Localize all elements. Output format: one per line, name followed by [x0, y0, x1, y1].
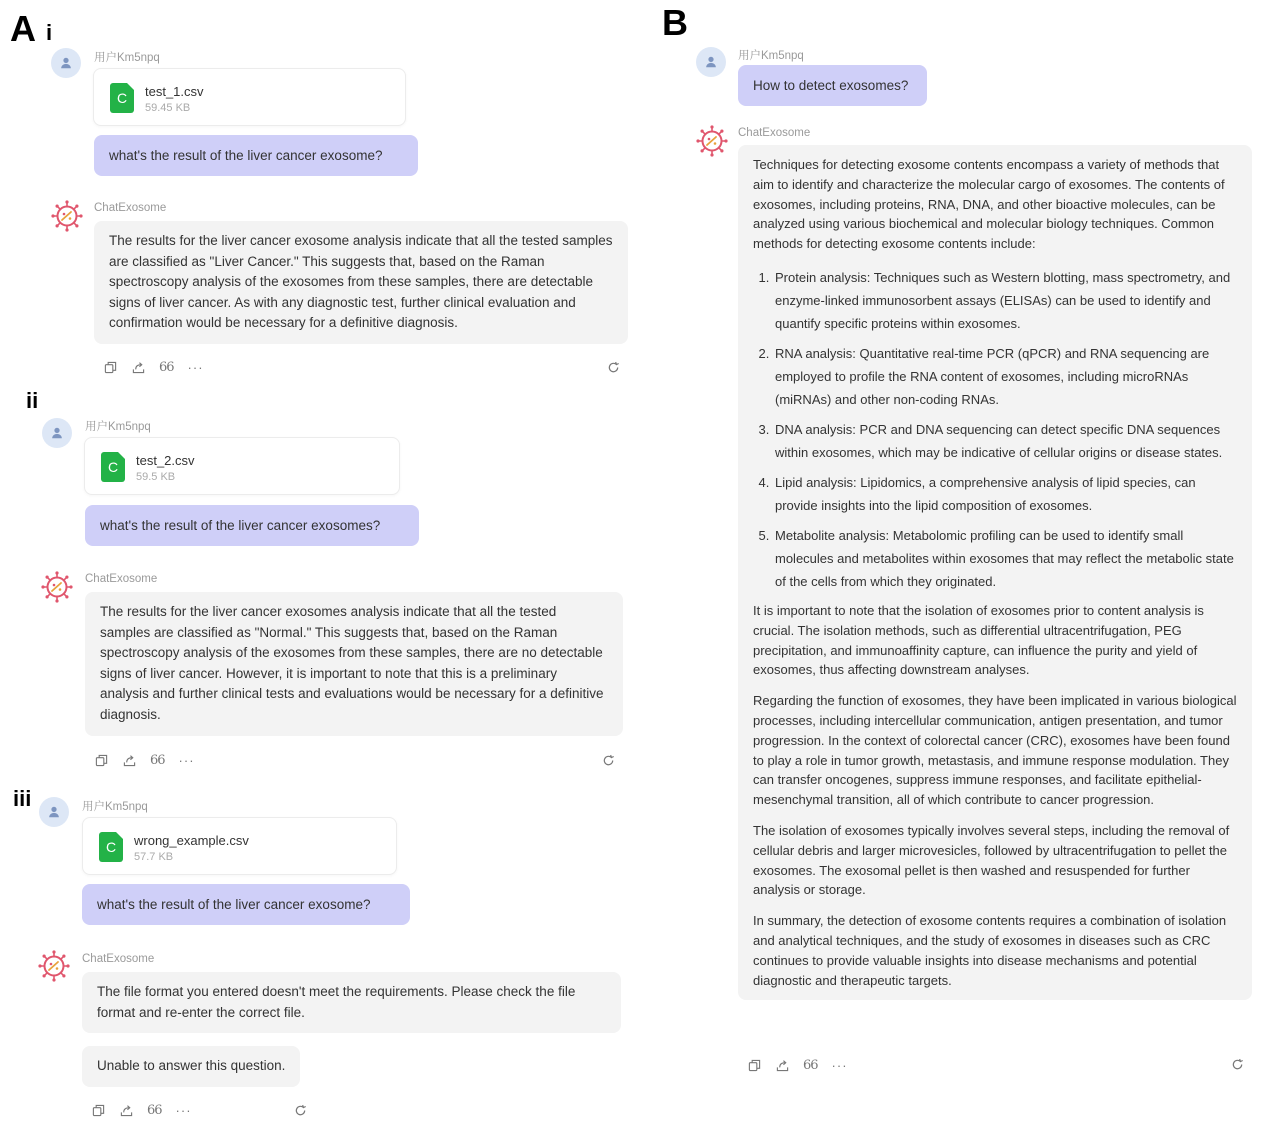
user-icon	[47, 805, 61, 819]
user-avatar	[42, 418, 72, 448]
share-icon[interactable]	[131, 360, 145, 374]
message-toolbar	[94, 751, 195, 769]
file-size: 59.5 KB	[136, 471, 176, 483]
bot-message	[82, 972, 621, 1033]
file-name: test_1.csv	[145, 84, 204, 99]
user-message: How to detect exosomes?	[738, 65, 927, 106]
copy-icon[interactable]	[747, 1058, 761, 1072]
bot-name: ChatExosome	[85, 573, 158, 585]
csv-file-icon: C	[101, 452, 125, 482]
user-name: 用户Km5npq	[82, 801, 148, 813]
bot-paragraph: Regarding the function of exosomes, they have been implicated in various biological processes, including intercellular communication, antigen presentation, and tumor progression. In the context of colorectal cancer (CRC), exosomes have been found to play a role in tumor growth, metastasis, and immune response modulation. They can transfer oncogenes, suppress immune responses, and facilitate epithelial-mesenchymal transition, all of which contribute to cancer progression.	[753, 693, 1237, 808]
refresh-icon[interactable]	[607, 361, 621, 375]
copy-icon[interactable]	[103, 360, 117, 374]
bot-message	[738, 145, 1252, 1000]
sub-label-iii: iii	[13, 786, 32, 811]
user-icon	[59, 56, 73, 70]
bot-message-text: The results for the liver cancer exosomes analysis indicate that all the tested samples are classified as "Normal." This suggests that, based on the Raman spectroscopy analysis of the exosomes from these samples, there are no detectable signs of liver cancer. However, it is important to note that this is a preliminary analysis and further clinical tests and evaluations would be necessary for a definitive diagnosis.	[100, 604, 604, 722]
message-toolbar	[91, 1101, 192, 1119]
quote-icon[interactable]: 66	[150, 752, 165, 768]
virus-logo-icon	[696, 125, 728, 157]
quote-icon[interactable]: 66	[803, 1057, 818, 1073]
user-message: what's the result of the liver cancer exosomes?	[85, 505, 419, 546]
refresh-icon[interactable]	[1231, 1058, 1245, 1072]
bot-message	[94, 221, 628, 344]
sub-label-i: i	[46, 20, 53, 45]
bot-intro: Techniques for detecting exosome contents encompass a variety of methods that aim to identify and characterize the molecular cargo of exosomes. The contents of exosomes, including proteins, RNA, DNA, and other bioactive molecules, can be analyzed using various biochemical and molecular biology techniques. Common methods for detecting exosome contents include:	[753, 157, 1225, 252]
more-icon[interactable]: ···	[831, 1057, 848, 1073]
bot-name: ChatExosome	[94, 202, 167, 214]
file-attachment[interactable]	[84, 437, 400, 495]
panel-label-a: A	[10, 8, 36, 49]
virus-logo-icon	[51, 200, 83, 232]
refresh-icon[interactable]	[294, 1104, 308, 1118]
bot-message	[82, 1046, 300, 1087]
more-icon[interactable]: ···	[178, 752, 195, 768]
user-avatar	[51, 48, 81, 78]
message-toolbar	[103, 358, 204, 376]
user-icon	[50, 426, 64, 440]
message-toolbar	[747, 1056, 848, 1074]
csv-file-icon: C	[99, 832, 123, 862]
share-icon[interactable]	[775, 1058, 789, 1072]
list-item: 2. RNA analysis: Quantitative real-time PCR (qPCR) and RNA sequencing are employed to profile the RNA content of exosomes, including microRNAs (miRNAs) and other non-coding RNAs.	[773, 342, 1238, 411]
user-name: 用户Km5npq	[738, 50, 804, 62]
list-item: 5. Metabolite analysis: Metabolomic profiling can be used to identify small molecules and metabolites within exosomes that may reflect the metabolic state of the cells from which they originated.	[773, 524, 1238, 593]
copy-icon[interactable]	[94, 753, 108, 767]
csv-file-icon: C	[110, 83, 134, 113]
methods-list	[773, 266, 1238, 593]
bot-message-text: Unable to answer this question.	[97, 1058, 286, 1073]
file-size: 57.7 KB	[134, 851, 174, 863]
virus-logo-icon	[41, 571, 73, 603]
user-avatar	[696, 47, 726, 77]
bot-message-text: The results for the liver cancer exosome analysis indicate that all the tested samples are classified as "Liver Cancer." This suggests that, based on the Raman spectroscopy analysis of the exosomes from these samples, there are detectable signs of liver cancer. As with any diagnostic test, further clinical evaluation and confirmation would be necessary for a definitive diagnosis.	[109, 233, 613, 331]
file-name: test_2.csv	[136, 453, 195, 468]
file-attachment[interactable]	[82, 817, 397, 875]
share-icon[interactable]	[122, 753, 136, 767]
bot-message-text: The file format you entered doesn't meet the requirements. Please check the file format and re-enter the correct file.	[97, 984, 576, 1020]
file-size: 59.45 KB	[145, 102, 191, 114]
quote-icon[interactable]: 66	[147, 1102, 162, 1118]
panel-label-b: B	[662, 2, 688, 43]
user-message: what's the result of the liver cancer exosome?	[94, 135, 418, 176]
user-name: 用户Km5npq	[85, 421, 151, 433]
virus-logo-icon	[38, 950, 70, 982]
bot-message	[85, 592, 623, 736]
bot-paragraph: In summary, the detection of exosome contents requires a combination of isolation and analytical techniques, and the study of exosomes in diseases such as CRC continues to provide valuable insights into disease mechanisms and potential diagnostic and therapeutic targets.	[753, 913, 1227, 988]
list-item: 1. Protein analysis: Techniques such as Western blotting, mass spectrometry, and enzyme-linked immunosorbent assays (ELISAs) can be used to identify and quantify specific proteins within exosomes.	[773, 266, 1238, 335]
bot-name: ChatExosome	[738, 127, 811, 139]
list-item: 3. DNA analysis: PCR and DNA sequencing can detect specific DNA sequences within exosomes, which may be indicative of cellular origins or disease states.	[773, 418, 1238, 464]
list-item: 4. Lipid analysis: Lipidomics, a comprehensive analysis of lipid species, can provide insights into the lipid composition of exosomes.	[773, 471, 1238, 517]
file-name: wrong_example.csv	[134, 833, 249, 848]
more-icon[interactable]: ···	[187, 359, 204, 375]
more-icon[interactable]: ···	[175, 1102, 192, 1118]
bot-name: ChatExosome	[82, 953, 155, 965]
refresh-icon[interactable]	[602, 754, 616, 768]
copy-icon[interactable]	[91, 1103, 105, 1117]
user-avatar	[39, 797, 69, 827]
quote-icon[interactable]: 66	[159, 359, 174, 375]
user-name: 用户Km5npq	[94, 52, 160, 64]
bot-paragraph: It is important to note that the isolation of exosomes prior to content analysis is crucial. The isolation methods, such as differential ultracentrifugation, PEG precipitation, and immunoaffinity capture, can influence the purity and yield of exosomes, thus affecting downstream analyses.	[753, 602, 1204, 678]
bot-paragraph: The isolation of exosomes typically involves several steps, including the removal of cellular debris and larger microvesicles, followed by ultracentrifugation to pellet the exosomes. The exosomal pellet is then washed and resuspended for further analysis or storage.	[753, 822, 1230, 898]
user-message: what's the result of the liver cancer exosome?	[82, 884, 410, 925]
file-attachment[interactable]	[93, 68, 406, 126]
share-icon[interactable]	[119, 1103, 133, 1117]
user-icon	[704, 55, 718, 69]
sub-label-ii: ii	[26, 388, 39, 413]
